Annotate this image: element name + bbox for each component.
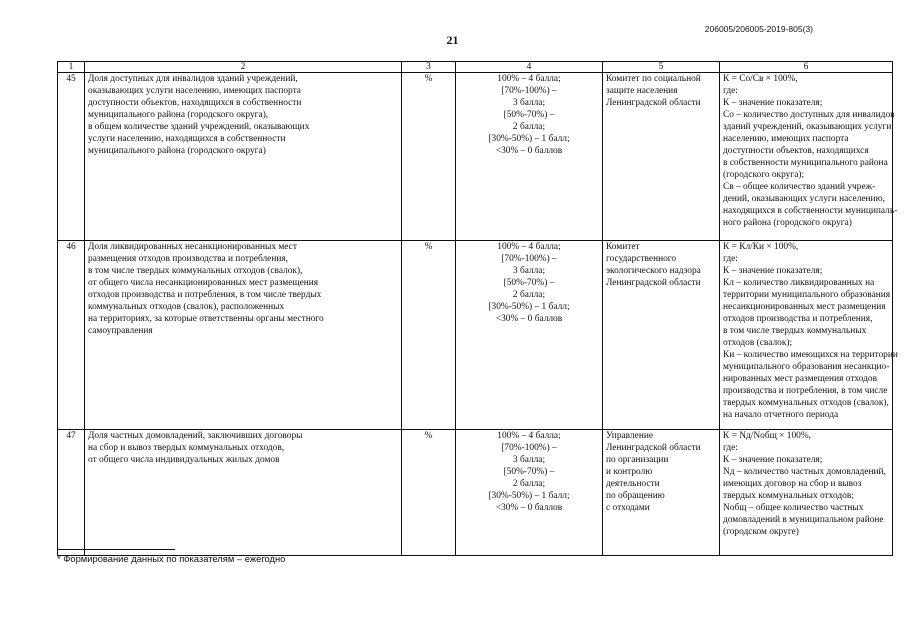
- formula-cell: [720, 73, 898, 241]
- text-line: государственного: [606, 254, 677, 264]
- text-line: имеющих договор на сбор и вывоз: [723, 479, 862, 489]
- text-line: 100% – 4 балла;: [497, 242, 561, 252]
- text-line: в том числе твердых коммунальных: [723, 326, 867, 336]
- text-line: отходов (свалок);: [723, 338, 793, 348]
- text-line: Ленинградской области: [606, 98, 701, 108]
- text-line: экологического надзора: [606, 266, 701, 276]
- text-line: К = Nд/Nобщ × 100%,: [723, 431, 812, 441]
- text-line: на территориях, за которые ответственны органы местного: [88, 314, 324, 324]
- responsible-org-cell: [603, 241, 720, 430]
- table-row: [58, 73, 893, 241]
- text-line: 3 балла;: [512, 266, 546, 276]
- text-line: [30%-50%) – 1 балл;: [488, 302, 570, 312]
- text-line: с отходами: [606, 503, 650, 513]
- text-line: <30% – 0 баллов: [495, 146, 563, 156]
- text-line: нированных мест размещения отходов: [723, 374, 878, 384]
- text-line: самоуправления: [88, 326, 153, 336]
- text-line: Доля ликвидированных несанкционированных мест: [88, 242, 297, 252]
- text-line: К – значение показателя;: [723, 455, 823, 465]
- text-line: отходов производства и потребления, в том числе твердых: [88, 290, 322, 300]
- text-line: где:: [723, 86, 738, 96]
- formula-cell: [720, 430, 893, 556]
- text-line: и контролю: [606, 467, 653, 477]
- text-line: зданий учреждений, оказывающих услуги: [723, 122, 892, 132]
- responsible-org-cell: [603, 430, 720, 556]
- score-cell: [456, 430, 603, 556]
- formula-cell: [720, 241, 898, 430]
- text-line: несанкционированных мест размещения: [723, 302, 886, 312]
- text-line: производства и потребления, в том числе: [723, 386, 888, 396]
- text-line: домовладений в муниципальном районе: [723, 515, 884, 525]
- text-line: оказывающих услуги населению, имеющих паспорта: [88, 86, 301, 96]
- text-line: [70%-100%) –: [501, 254, 557, 264]
- text-line: в общем количестве зданий учреждений, оказывающих: [88, 122, 310, 132]
- text-line: 3 балла;: [512, 98, 546, 108]
- responsible-org-cell: [603, 73, 720, 241]
- column-header: 1: [58, 62, 85, 73]
- text-line: Кл – количество ликвидированных на: [723, 278, 875, 288]
- text-line: [50%-70%) –: [503, 278, 555, 288]
- text-line: 3 балла;: [512, 455, 546, 465]
- text-line: [30%-50%) – 1 балл;: [488, 491, 570, 501]
- text-line: К – значение показателя;: [723, 98, 823, 108]
- score-cell: [456, 73, 603, 241]
- column-header: 4: [456, 62, 603, 73]
- text-line: Доля доступных для инвалидов зданий учреждений,: [88, 74, 298, 84]
- column-header: 3: [402, 62, 456, 73]
- text-line: [50%-70%) –: [503, 110, 555, 120]
- row-number: 45: [58, 73, 85, 241]
- score-cell: [456, 241, 603, 430]
- text-line: коммунальных отходов (свалок), расположенных: [88, 302, 285, 312]
- indicator-name: [85, 241, 402, 430]
- text-line: Комитет по социальной: [606, 74, 701, 84]
- text-line: (городского округа);: [723, 170, 805, 180]
- text-line: твердых коммунальных отходов (свалок),: [723, 398, 889, 408]
- text-line: находящихся в собственности муниципаль-: [723, 206, 898, 216]
- text-line: на начало отчетного периода: [723, 410, 839, 420]
- row-number: 47: [58, 430, 85, 556]
- text-line: твердых коммунальных отходов;: [723, 491, 854, 501]
- text-line: К = Кл/Ки × 100%,: [723, 242, 799, 252]
- text-line: по обращению: [606, 491, 665, 501]
- text-line: защите населения: [606, 86, 678, 96]
- text-line: территории муниципального образования: [723, 290, 891, 300]
- text-line: Nобщ – общее количество частных: [723, 503, 864, 513]
- text-line: от общего числа индивидуальных жилых домов: [88, 455, 280, 465]
- unit-cell: %: [402, 430, 456, 556]
- text-line: [70%-100%) –: [501, 443, 557, 453]
- text-line: 100% – 4 балла;: [497, 431, 561, 441]
- text-line: муниципального района (городского округа),: [88, 110, 269, 120]
- text-line: Комитет: [606, 242, 640, 252]
- text-line: 100% – 4 балла;: [497, 74, 561, 84]
- text-line: где:: [723, 254, 738, 264]
- indicator-name: [85, 430, 402, 556]
- page-number: 21: [446, 33, 459, 47]
- text-line: <30% – 0 баллов: [495, 503, 563, 513]
- text-line: [70%-100%) –: [501, 86, 557, 96]
- text-line: деятельности: [606, 479, 660, 489]
- text-line: Доля частных домовладений, заключивших договоры: [88, 431, 303, 441]
- text-line: Ленинградской области: [606, 443, 701, 453]
- text-line: 2 балла;: [512, 290, 546, 300]
- text-line: в том числе твердых коммунальных отходов (свалок),: [88, 266, 303, 276]
- text-line: 2 балла;: [512, 479, 546, 489]
- text-line: Со – количество доступных для инвалидов: [723, 110, 895, 120]
- text-line: муниципального образования несанкцио-: [723, 362, 890, 372]
- text-line: дений, оказывающих услуги населению,: [723, 194, 885, 204]
- document-code: 206005/206005-2019-805(3): [704, 24, 813, 34]
- text-line: отходов производства и потребления,: [723, 314, 873, 324]
- table-row: [58, 430, 893, 556]
- text-line: К = Со/Св × 100%,: [723, 74, 798, 84]
- text-line: (городском округе): [723, 527, 799, 537]
- text-line: К – значение показателя;: [723, 266, 823, 276]
- text-line: размещения отходов производства и потребления,: [88, 254, 289, 264]
- text-line: населению, имеющих паспорта: [723, 134, 849, 144]
- indicator-name: [85, 73, 402, 241]
- text-line: Nд – количество частных домовладений,: [723, 467, 886, 477]
- text-line: от общего числа несанкционированных мест размещения: [88, 278, 319, 288]
- table-header-row: [58, 62, 893, 73]
- text-line: Управление: [606, 431, 654, 441]
- text-line: в собственности муниципального района: [723, 158, 888, 168]
- footnote-divider: [57, 549, 175, 550]
- column-header: 6: [720, 62, 893, 73]
- indicators-table: [57, 61, 898, 556]
- text-line: где:: [723, 443, 738, 453]
- text-line: услуги населению, находящихся в собственности: [88, 134, 286, 144]
- text-line: доступности объектов, находящихся: [723, 146, 869, 156]
- text-line: доступности объектов, находящихся в собственности: [88, 98, 302, 108]
- text-line: муниципального района (городского округа): [88, 146, 266, 156]
- unit-cell: %: [402, 73, 456, 241]
- text-line: [30%-50%) – 1 балл;: [488, 134, 570, 144]
- column-header: 2: [85, 62, 402, 73]
- text-line: Св – общее количество зданий учреж-: [723, 182, 876, 192]
- text-line: Ленинградской области: [606, 278, 701, 288]
- text-line: [50%-70%) –: [503, 467, 555, 477]
- text-line: на сбор и вывоз твердых коммунальных отходов,: [88, 443, 285, 453]
- text-line: <30% – 0 баллов: [495, 314, 563, 324]
- footnote: * Формирование данных по показателям – ежегодно: [57, 553, 286, 564]
- text-line: по организации: [606, 455, 669, 465]
- text-line: Ки – количество имеющихся на территории: [723, 350, 898, 360]
- row-number: 46: [58, 241, 85, 430]
- unit-cell: %: [402, 241, 456, 430]
- table-row: [58, 241, 893, 430]
- column-header: 5: [603, 62, 720, 73]
- text-line: 2 балла;: [512, 122, 546, 132]
- text-line: ного района (городского округа): [723, 218, 852, 228]
